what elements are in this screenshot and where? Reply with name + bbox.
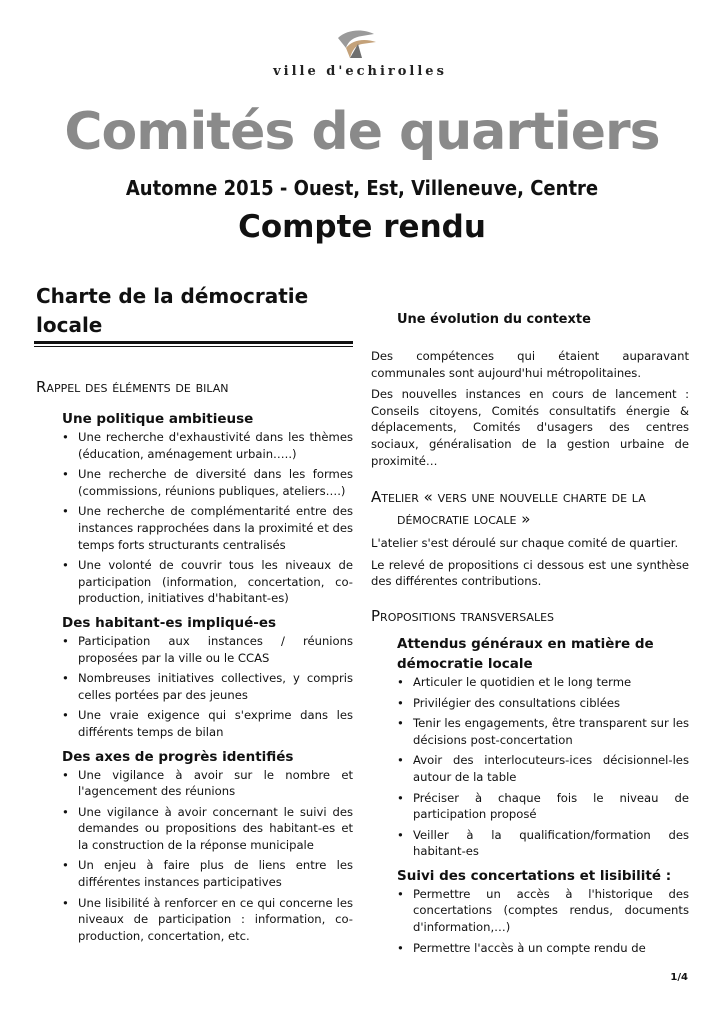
atelier-heading-line1: Atelier « vers une nouvelle charte de la bbox=[371, 488, 646, 507]
list-item: • Tenir les engagements, être transparent sur les décisions post-concertation bbox=[371, 715, 689, 748]
bird-emblem-icon bbox=[332, 28, 388, 64]
paragraph: L'atelier s'est déroulé sur chaque comité de quartier. bbox=[371, 536, 679, 551]
city-logo bbox=[232, 28, 488, 86]
list-item: • Privilégier des consultations ciblées bbox=[371, 695, 689, 712]
report-title: Compte rendu bbox=[238, 209, 486, 245]
title-rule bbox=[34, 341, 353, 344]
list-item: • Une vigilance à avoir sur le nombre et l'agencement des réunions bbox=[36, 767, 353, 800]
rappel-heading: Rappel des éléments de bilan bbox=[36, 378, 229, 396]
list-item: • Préciser à chaque fois le niveau de participation proposé bbox=[371, 790, 689, 823]
bullet-list bbox=[371, 674, 689, 860]
group-heading: Des axes de progrès identifiés bbox=[62, 748, 294, 765]
list-item: • Nombreuses initiatives collectives, y compris celles portées par des jeunes bbox=[36, 670, 353, 703]
atelier-heading-line2: démocratie locale » bbox=[397, 510, 531, 529]
list-item: • Avoir des interlocuteurs-ices décisionnel-les autour de la table bbox=[371, 752, 689, 785]
list-item: • Articuler le quotidien et le long terme bbox=[371, 674, 689, 691]
list-item: • Un enjeu à faire plus de liens entre les différentes instances participatives bbox=[36, 857, 353, 890]
list-item: • Une lisibilité à renforcer en ce qui concerne les niveaux de participation : information, co-production, concertation, etc. bbox=[36, 895, 353, 945]
logo-text: ville d'echirolles bbox=[273, 64, 447, 79]
bullet-list bbox=[36, 767, 353, 945]
list-item: • Permettre un accès à l'historique des concertations (comptes rendus, documents d'information,…) bbox=[371, 886, 689, 936]
left-column bbox=[36, 378, 353, 948]
page-subtitle: Automne 2015 - Ouest, Est, Villeneuve, Centre bbox=[125, 176, 599, 200]
bullet-list bbox=[371, 886, 689, 956]
page-number: 1/4 bbox=[670, 972, 688, 983]
group-heading: Des habitant-es impliqué-es bbox=[62, 614, 277, 631]
group-heading: Suivi des concertations et lisibilité : bbox=[397, 867, 672, 884]
list-item: • Une vigilance à avoir concernant le suivi des demandes ou propositions des habitant-es et la construction de la réponse municipale bbox=[36, 804, 353, 854]
page-title: Comités de quartiers bbox=[64, 102, 660, 162]
title-rule-thin bbox=[34, 346, 353, 347]
list-item: • Une recherche d'exhaustivité dans les thèmes (éducation, aménagement urbain…..) bbox=[36, 429, 353, 462]
section-title: Charte de la démocratie locale bbox=[36, 284, 309, 337]
group-heading: Une politique ambitieuse bbox=[62, 411, 254, 427]
list-item: • Veiller à la qualification/formation des habitant-es bbox=[371, 827, 689, 860]
list-item: • Une recherche de complémentarité entre des instances rapprochées dans la proximité et des temps forts structurants centralisés bbox=[36, 503, 353, 553]
evolution-heading: Une évolution du contexte bbox=[397, 312, 591, 327]
paragraph: Des compétences qui étaient auparavant communales sont aujourd'hui métropolitaines. bbox=[371, 349, 689, 380]
list-item: • Permettre l'accès à un compte rendu de bbox=[371, 940, 689, 957]
paragraph: Des nouvelles instances en cours de lancement : Conseils citoyens, Comités consultatifs énergie & déplacements, Comités d'usagers des centres sociaux, généralisation de la gestion urbaine de proximité… bbox=[371, 387, 689, 468]
list-item: • Une vraie exigence qui s'exprime dans les différents temps de bilan bbox=[36, 707, 353, 740]
paragraph: Le relevé de propositions ci dessous est une synthèse des différentes contributions. bbox=[371, 557, 689, 589]
list-item: • Une recherche de diversité dans les formes (commissions, réunions publiques, ateliers….) bbox=[36, 466, 353, 499]
bullet-list bbox=[36, 633, 353, 741]
group-heading: Attendus généraux en matière de démocratie locale bbox=[397, 635, 654, 672]
list-item: • Une volonté de couvrir tous les niveaux de participation (information, concertation, co-production, initiatives d'habitant-es) bbox=[36, 557, 353, 607]
bullet-list bbox=[36, 429, 353, 607]
propositions-heading: Propositions transversales bbox=[371, 606, 555, 625]
list-item: • Participation aux instances / réunions proposées par la ville ou le CCAS bbox=[36, 633, 353, 666]
right-column bbox=[371, 310, 689, 960]
